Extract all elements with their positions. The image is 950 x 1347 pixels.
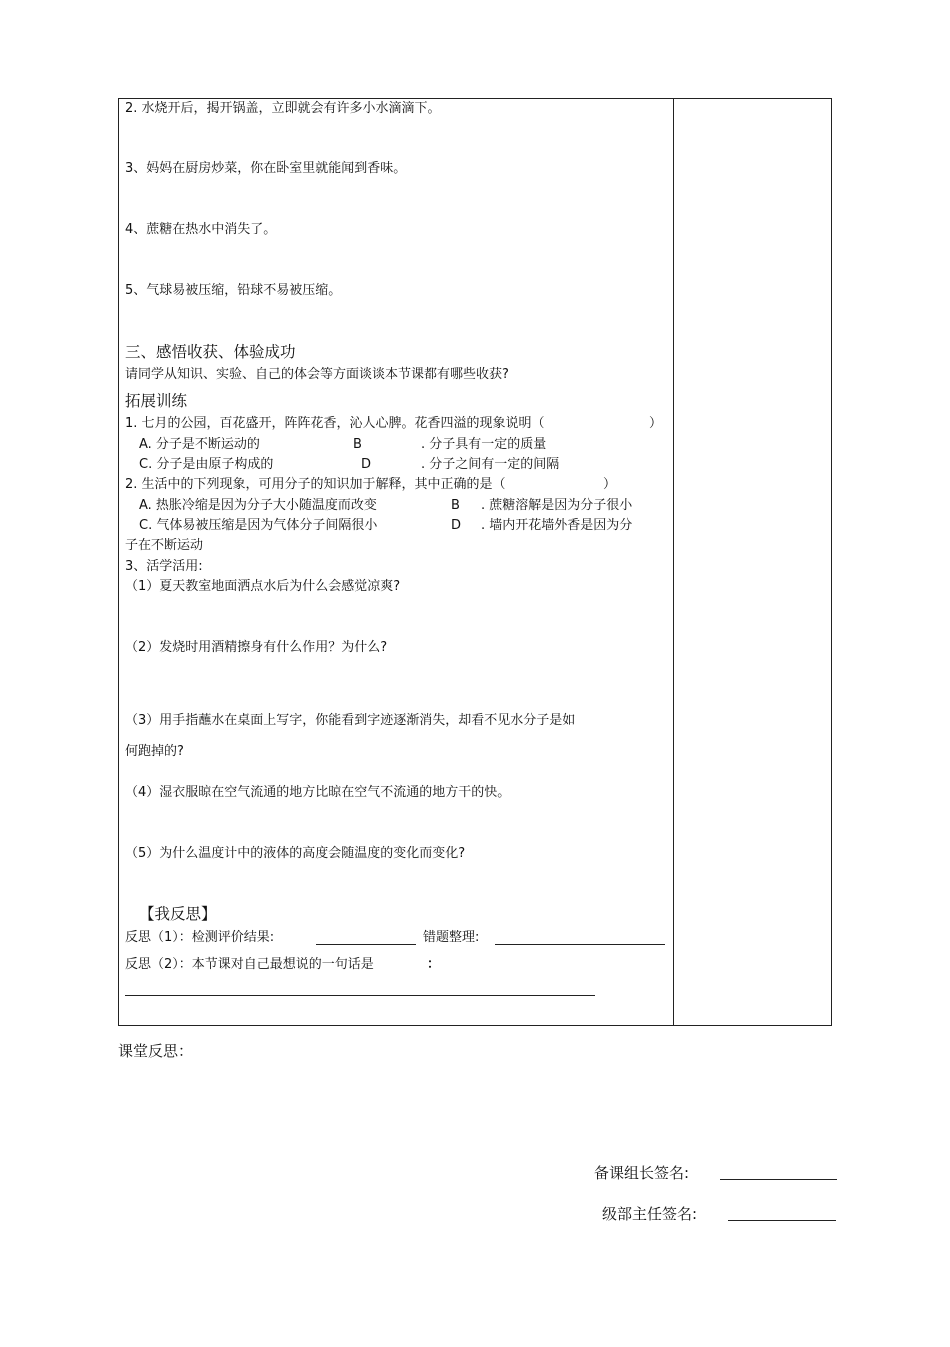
worksheet-table <box>118 98 832 1026</box>
ext-q2-option-d-letter: D <box>451 518 462 533</box>
ext-q1-stem: 1. 七月的公园，百花盛开，阵阵花香，沁人心脾。花香四溢的现象说明（ <box>125 416 545 431</box>
reflection-1-label2: 错题整理: <box>423 930 480 945</box>
ext-q1-option-b-letter: B <box>353 437 362 452</box>
reflection-1-result-blank[interactable] <box>316 944 416 945</box>
ext-q3-sub3-line2: 何跑掉的? <box>125 744 184 759</box>
director-sign-blank[interactable] <box>728 1220 836 1221</box>
extension-title: 拓展训练 <box>125 392 188 410</box>
section3-title: 三、感悟收获、体验成功 <box>125 343 296 361</box>
ext-q2-option-d: . 墙内开花墙外香是因为分 <box>481 518 633 533</box>
item-q2: 2. 水烧开后，揭开锅盖，立即就会有许多小水滴滴下。 <box>125 101 441 116</box>
ext-q2-option-b: . 蔗糖溶解是因为分子很小 <box>481 498 633 513</box>
director-sign-label: 级部主任签名: <box>602 1205 698 1223</box>
class-reflection-label: 课堂反思： <box>118 1042 194 1060</box>
reflection-1-label: 反思（1）：检测评价结果: <box>125 930 275 945</box>
reflection-1-errors-blank[interactable] <box>495 944 665 945</box>
ext-q1-option-b: . 分子具有一定的质量 <box>421 437 547 452</box>
ext-q3-sub3-line1: （3）用手指蘸水在桌面上写字，你能看到字迹逐渐消失，却看不见水分子是如 <box>125 713 576 728</box>
column-divider <box>673 99 674 1025</box>
ext-q2-option-d-cont: 子在不断运动 <box>125 538 204 553</box>
item-q5: 5、气球易被压缩，铅球不易被压缩。 <box>125 283 342 298</box>
item-q3: 3、妈妈在厨房炒菜，你在卧室里就能闻到香味。 <box>125 161 407 176</box>
ext-q1-option-d: . 分子之间有一定的间隔 <box>421 457 560 472</box>
item-q4: 4、蔗糖在热水中消失了。 <box>125 222 277 237</box>
ext-q2-option-a: A. 热胀冷缩是因为分子大小随温度而改变 <box>139 498 377 513</box>
reflection-2-label: 反思（2）：本节课对自己最想说的一句话是 <box>125 957 374 972</box>
ext-q3-sub1: （1）夏天教室地面洒点水后为什么会感觉凉爽? <box>125 579 401 594</box>
ext-q3-title: 3、活学活用: <box>125 559 203 574</box>
reflection-2-blank[interactable] <box>125 995 595 996</box>
section3-prompt: 请同学从知识、实验、自己的体会等方面谈谈本节课都有哪些收获? <box>125 367 509 382</box>
ext-q1-option-d-letter: D <box>361 457 372 472</box>
ext-q2-stem: 2. 生活中的下列现象，可用分子的知识加于解释，其中正确的是（ <box>125 477 506 492</box>
ext-q1-option-a: A. 分子是不断运动的 <box>139 437 260 452</box>
ext-q3-sub2: （2）发烧时用酒精擦身有什么作用？为什么? <box>125 640 388 655</box>
ext-q2-option-b-letter: B <box>451 498 460 513</box>
ext-q1-option-c: C. 分子是由原子构成的 <box>139 457 274 472</box>
ext-q3-sub4: （4）湿衣服晾在空气流通的地方比晾在空气不流通的地方干的快。 <box>125 785 511 800</box>
ext-q3-sub5: （5）为什么温度计中的液体的高度会随温度的变化而变化? <box>125 846 466 861</box>
reflection-title: 【我反思】 <box>139 905 217 923</box>
ext-q2-option-c: C. 气体易被压缩是因为气体分子间隔很小 <box>139 518 378 533</box>
leader-sign-label: 备课组长签名: <box>594 1164 690 1182</box>
reflection-2-colon: ： <box>427 957 441 972</box>
leader-sign-blank[interactable] <box>720 1179 837 1180</box>
ext-q2-paren: ） <box>603 477 617 492</box>
ext-q1-paren: ） <box>649 416 663 431</box>
